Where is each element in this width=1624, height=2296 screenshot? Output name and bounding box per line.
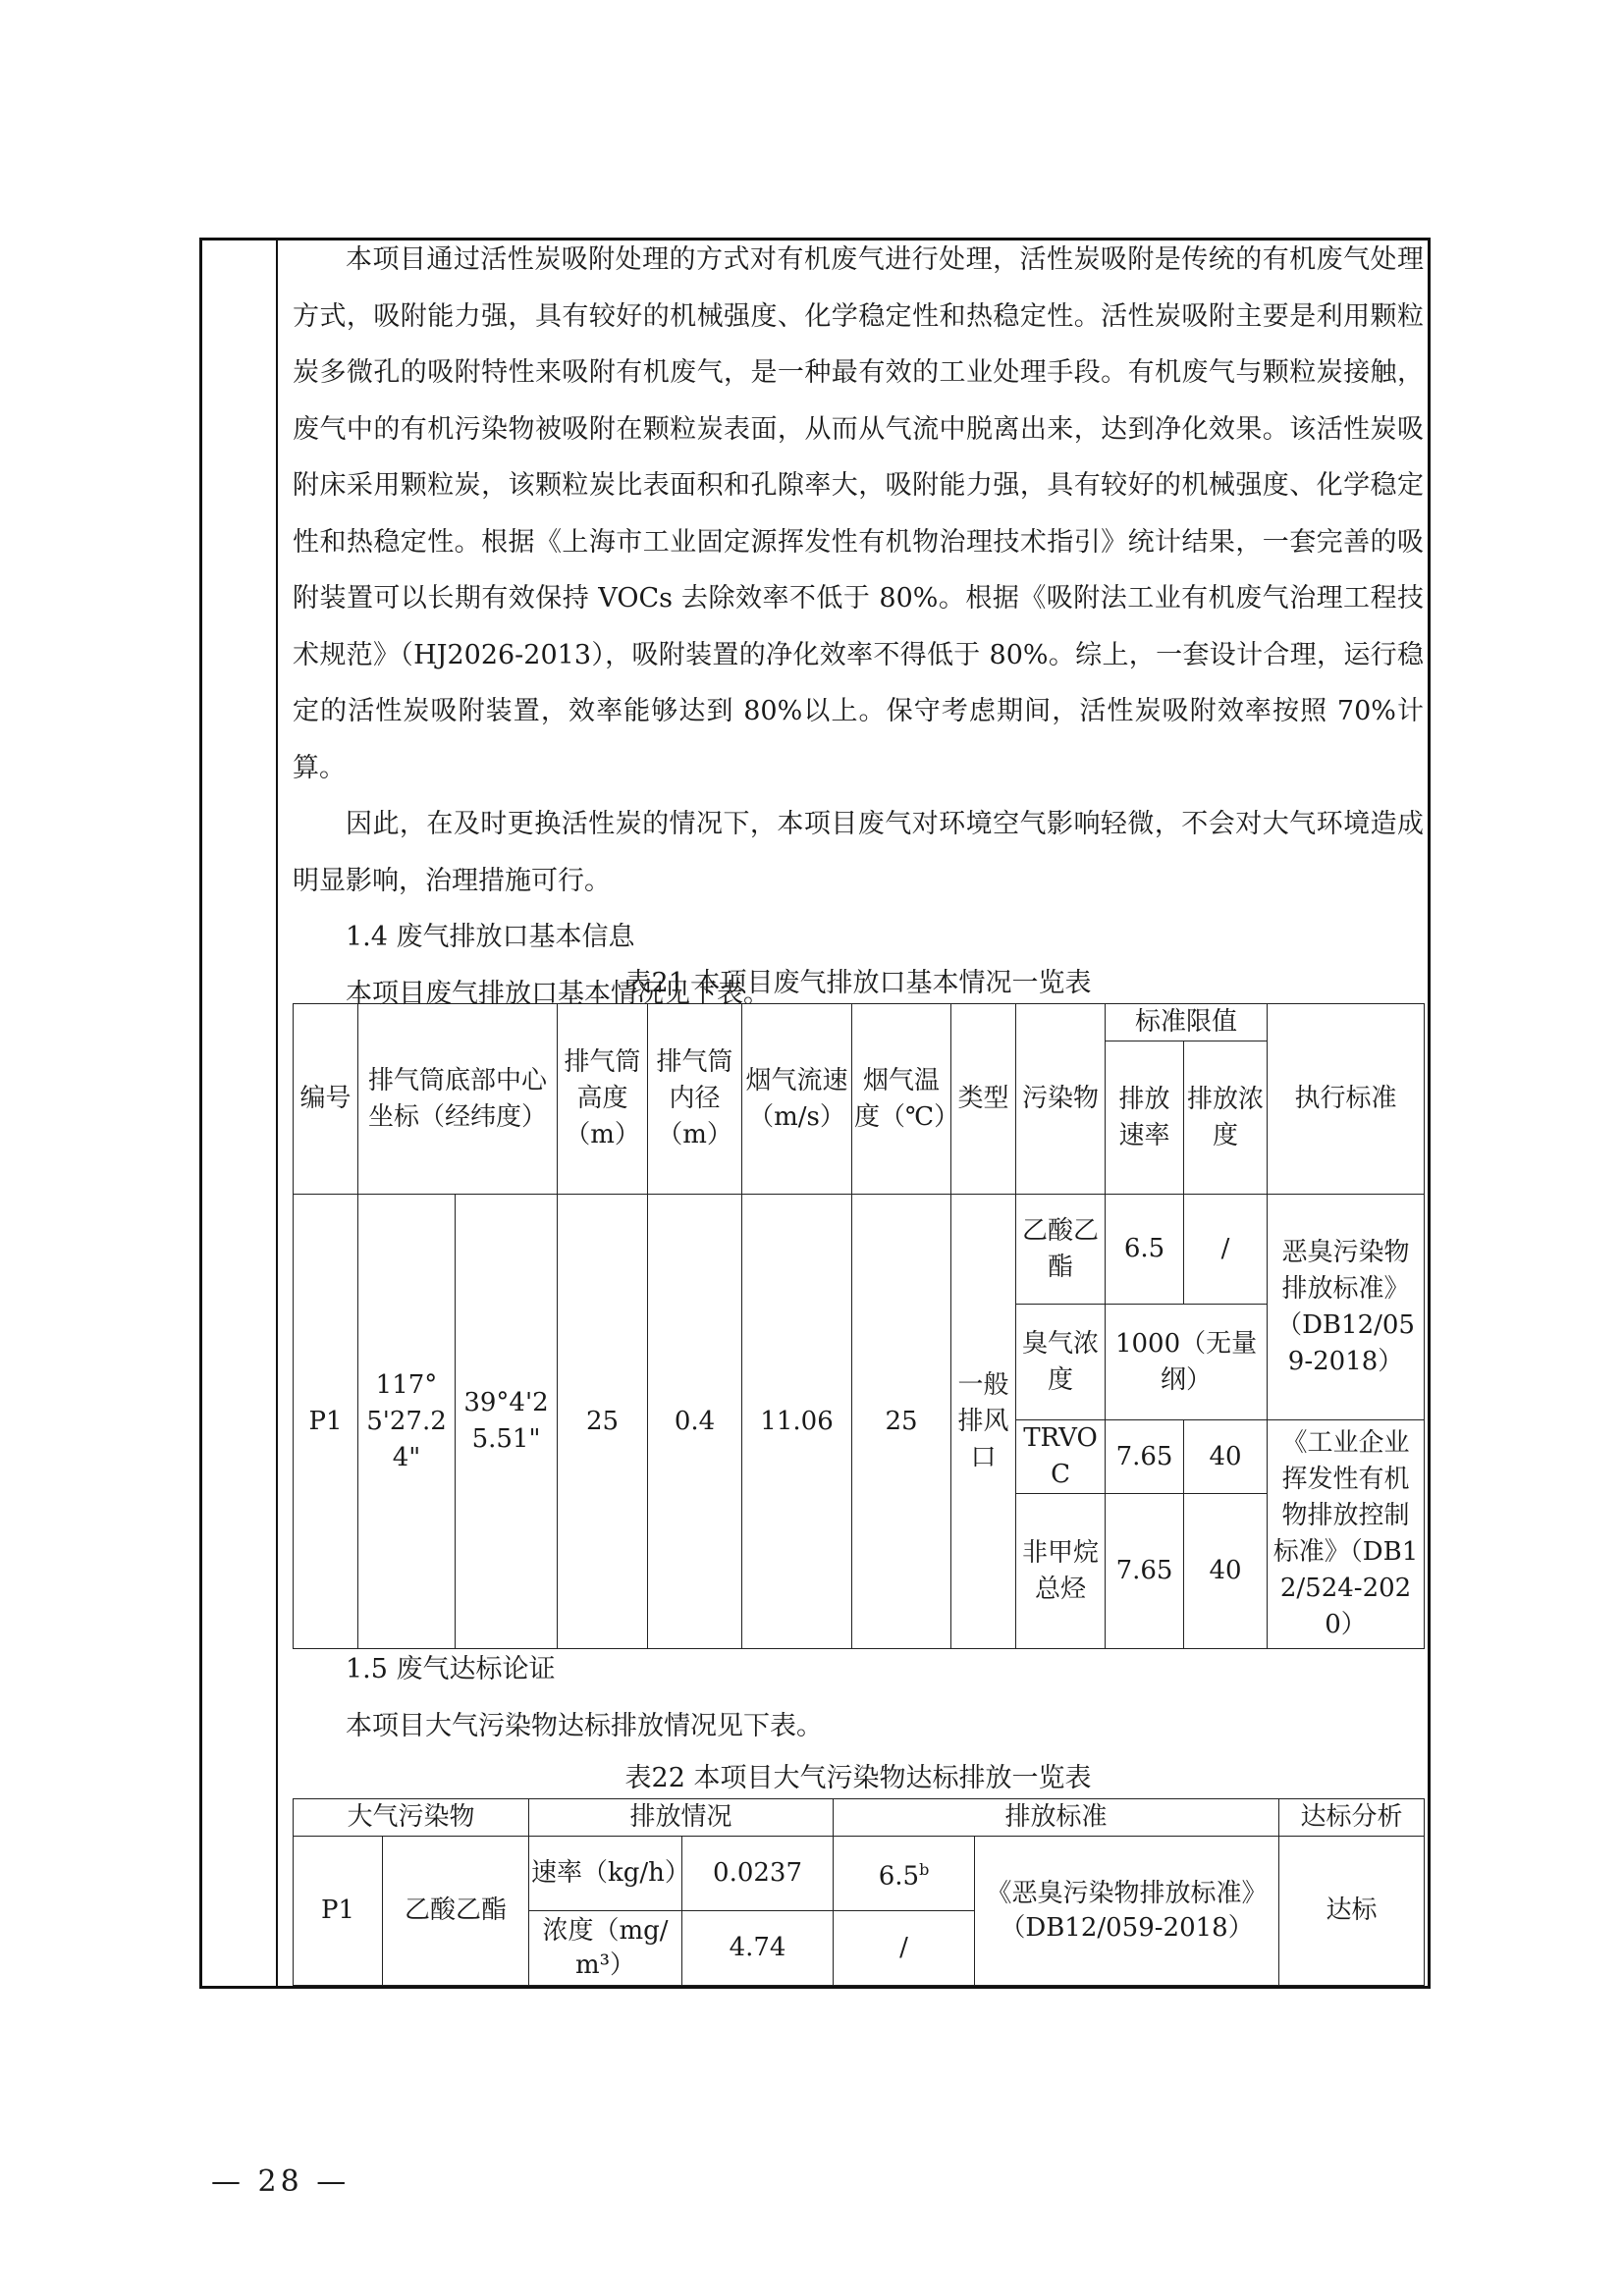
header-height: 排气筒高度（m） xyxy=(558,1004,648,1195)
standard-voc: 《工业企业挥发性有机物排放控制标准》（DB12/524-2020） xyxy=(1268,1420,1425,1649)
paragraph-conclusion: 因此，在及时更换活性炭的情况下，本项目废气对环境空气影响轻微，不会对大气环境造成明显影响，治理措施可行。 xyxy=(293,809,1424,896)
t22-rate-standard-note: b xyxy=(919,1860,930,1880)
pollutant-rate: 7.65 xyxy=(1106,1494,1184,1649)
header-pollutant: 污染物 xyxy=(1016,1004,1106,1195)
t22-result: 达标 xyxy=(1279,1837,1425,1986)
t22-header-standard: 排放标准 xyxy=(834,1799,1279,1837)
header-temperature: 烟气温度（℃） xyxy=(852,1004,951,1195)
t22-rate-label: 速率（kg/h） xyxy=(529,1837,682,1911)
t22-rate-standard-value: 6.5 xyxy=(878,1861,920,1892)
t22-conc-value: 4.74 xyxy=(682,1911,834,1986)
header-coordinates: 排气筒底部中心坐标（经纬度） xyxy=(358,1004,558,1195)
pollutant-name: 臭气浓度 xyxy=(1016,1305,1106,1420)
pollutant-name: TRVOC xyxy=(1016,1420,1106,1494)
pollutant-conc: 40 xyxy=(1184,1420,1268,1494)
longitude: 117°5'27.24" xyxy=(358,1195,456,1649)
latitude: 39°4'25.51" xyxy=(456,1195,558,1649)
outlet-id: P1 xyxy=(294,1195,358,1649)
header-limit-group: 标准限值 xyxy=(1106,1004,1268,1041)
header-rate: 排放速率 xyxy=(1106,1041,1184,1195)
t22-outlet: P1 xyxy=(294,1837,383,1986)
section-heading-1-5: 1.5 废气达标论证 xyxy=(346,1654,556,1684)
t22-rate-value: 0.0237 xyxy=(682,1837,834,1911)
standard-odor: 恶臭污染物排放标准》（DB12/059-2018） xyxy=(1268,1195,1425,1420)
t22-header-pollutant: 大气污染物 xyxy=(294,1799,529,1837)
t22-pollutant: 乙酸乙酯 xyxy=(383,1837,529,1986)
header-type: 类型 xyxy=(951,1004,1016,1195)
header-id: 编号 xyxy=(294,1004,358,1195)
header-diameter: 排气筒内径（m） xyxy=(648,1004,742,1195)
table22-caption: 表22 本项目大气污染物达标排放一览表 xyxy=(624,1763,1092,1793)
t22-standard-name: 《恶臭污染物排放标准》（DB12/059-2018） xyxy=(975,1837,1279,1986)
pollutant-name: 非甲烷总烃 xyxy=(1016,1494,1106,1649)
header-concentration: 排放浓度 xyxy=(1184,1041,1268,1195)
pollutant-conc: 40 xyxy=(1184,1494,1268,1649)
t22-rate-standard xyxy=(834,1837,975,1911)
pollutant-conc: / xyxy=(1184,1195,1268,1305)
t22-header-emission: 排放情况 xyxy=(529,1799,834,1837)
paragraph-adsorption: 本项目通过活性炭吸附处理的方式对有机废气进行处理，活性炭吸附是传统的有机废气处理方式，吸附能力强，具有较好的机械强度、化学稳定性和热稳定性。活性炭吸附主要是利用颗粒炭多微孔的吸附特性来吸附有机废气，是一种最有效的工业处理手段。有机废气与颗粒炭接触，废气中的有机污染物被吸附在颗粒炭表面，从而从气流中脱离出来，达到净化效果。该活性炭吸附床采用颗粒炭，该颗粒炭比表面积和孔隙率大，吸附能力强，具有较好的机械强度、化学稳定性和热稳定性。根据《上海市工业固定源挥发性有机物治理技术指引》统计结果，一套完善的吸附装置可以长期有效保持 VOCs 去除效率不低于 80%。根据《吸附法工业有机废气治理工程技术规范》（HJ2026-2013），吸附装置的净化效率不得低于 80%。综上，一套设计合理，运行稳定的活性炭吸附装置，效率能够达到 80%以上。保守考虑期间，活性炭吸附效率按照 70%计算。 xyxy=(293,244,1424,783)
section-intro-1-5: 本项目大气污染物达标排放情况见下表。 xyxy=(346,1710,823,1741)
gas-temperature: 25 xyxy=(852,1195,951,1649)
section-1-5 xyxy=(293,1641,1424,1754)
header-standard: 执行标准 xyxy=(1268,1004,1425,1195)
page-number: — 28 — xyxy=(211,2164,351,2199)
header-velocity: 烟气流速（m/s） xyxy=(742,1004,852,1195)
t22-conc-label: 浓度（mg/m³） xyxy=(529,1911,682,1986)
t22-header-analysis: 达标分析 xyxy=(1279,1799,1425,1837)
stack-height: 25 xyxy=(558,1195,648,1649)
outlet-type: 一般排风口 xyxy=(951,1195,1016,1649)
pollutant-name: 乙酸乙酯 xyxy=(1016,1195,1106,1305)
body-text xyxy=(293,232,1424,1022)
stack-diameter: 0.4 xyxy=(648,1195,742,1649)
section-heading-1-4: 1.4 废气排放口基本信息 xyxy=(346,922,635,952)
frame-divider xyxy=(276,238,278,1989)
table21-caption: 表21 本项目废气排放口基本情况一览表 xyxy=(624,968,1092,998)
pollutant-rate: 6.5 xyxy=(1106,1195,1184,1305)
table21 xyxy=(293,1003,1425,1649)
gas-velocity: 11.06 xyxy=(742,1195,852,1649)
section-intro-1-4: 本项目废气排放口基本情况见下表。 xyxy=(346,978,770,1009)
pollutant-limit-combined: 1000（无量纲） xyxy=(1106,1305,1268,1420)
t22-conc-standard: / xyxy=(834,1911,975,1986)
pollutant-rate: 7.65 xyxy=(1106,1420,1184,1494)
table22 xyxy=(293,1798,1425,1986)
